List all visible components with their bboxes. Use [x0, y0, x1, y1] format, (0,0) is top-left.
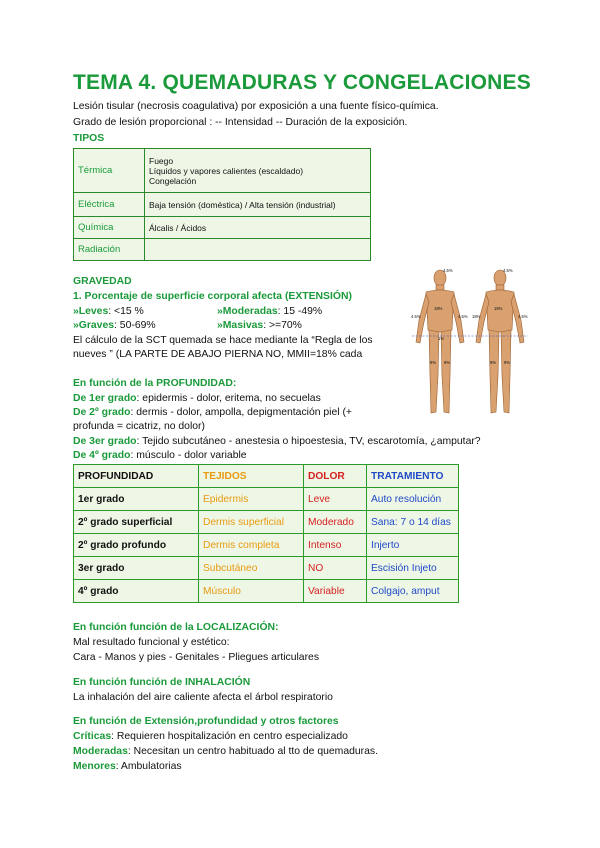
figure-label: 18%: [472, 314, 481, 319]
grade-2-line: [73, 407, 352, 418]
inhalacion-line-1: La inhalación del aire caliente afecta el árbol respiratorio: [73, 692, 333, 703]
tipos-value-line: Baja tensión (doméstica) / Alta tensión (industrial): [149, 199, 336, 210]
grade-text: : Tejido subcutáneo - anestesia o hipoestesia, TV, escarotomía, ¿amputar?: [136, 436, 481, 447]
grade-text: : músculo - dolor variable: [130, 450, 247, 461]
table-cell: 2º grado profundo: [74, 534, 199, 557]
tipos-row-electrica: [74, 193, 371, 217]
localizacion-heading: En función función de la LOCALIZACIÓN:: [73, 622, 279, 633]
table-row: [74, 557, 459, 580]
table-cell: Injerto: [367, 534, 459, 557]
grade-3-line: [73, 436, 481, 447]
figure-label: 9%: [430, 360, 437, 365]
table-cell: Músculo: [199, 580, 304, 603]
table-cell: 1er grado: [74, 488, 199, 511]
table-cell: 4º grado: [74, 580, 199, 603]
extension-text: : Necesitan un centro habituado al tto de quemaduras.: [127, 746, 378, 757]
table-cell: Dermis completa: [199, 534, 304, 557]
table-cell: 3er grado: [74, 557, 199, 580]
tipos-row-quimica: [74, 217, 371, 239]
intro-line-1: Lesión tisular (necrosis coagulativa) por exposición a una fuente físico-química.: [73, 101, 439, 112]
rule-of-nines-figure: [410, 268, 530, 420]
extension-text: : Requieren hospitalización en centro especializado: [111, 731, 348, 742]
localizacion-line-1: Mal resultado funcional y estético:: [73, 637, 230, 648]
severity-moderadas: [217, 306, 322, 317]
table-cell: Leve: [304, 488, 367, 511]
tipos-table: [73, 148, 371, 261]
severity-masivas: [217, 320, 302, 331]
page-title: TEMA 4. QUEMADURAS Y CONGELACIONES: [73, 71, 531, 94]
figure-label: 18%: [434, 306, 443, 311]
table-cell: Dermis superficial: [199, 511, 304, 534]
severity-value: : 50-69%: [114, 320, 156, 331]
localizacion-line-2: Cara - Manos y pies - Genitales - Pliegues articulares: [73, 652, 320, 663]
tipos-value-line: Álcalis / Ácidos: [149, 222, 207, 233]
inhalacion-heading: En función función de INHALACIÓN: [73, 677, 251, 688]
table-cell: 2º grado superficial: [74, 511, 199, 534]
tipos-value: [145, 239, 371, 261]
severity-label: »Leves: [73, 306, 109, 317]
table-cell: Epidermis: [199, 488, 304, 511]
extension-text: : Ambulatorias: [115, 761, 182, 772]
gravedad-calc-line-1: El cálculo de la SCT quemada se hace mediante la “Regla de los: [73, 335, 373, 346]
table-cell: Sana: 7 o 14 días: [367, 511, 459, 534]
grade-label: De 1er grado: [73, 393, 137, 404]
tipos-value-line: Congelación: [149, 175, 197, 186]
profundidad-table: [73, 464, 459, 603]
extension-label: Críticas: [73, 731, 112, 742]
grade-2-line-continued: profunda = cicatriz, no dolor): [73, 421, 205, 432]
figure-label: 4.5%: [411, 314, 421, 319]
extension-label: Menores: [73, 761, 116, 772]
table-cell: Variable: [304, 580, 367, 603]
table-row: [74, 580, 459, 603]
table-cell: Auto resolución: [367, 488, 459, 511]
severity-label: »Masivas: [217, 320, 264, 331]
table-cell: Escisión Injeto: [367, 557, 459, 580]
figure-label: 9%: [504, 360, 511, 365]
figure-label: 1%: [438, 336, 445, 341]
gravedad-subheading: 1. Porcentaje de superficie corporal afecta (EXTENSIÓN): [73, 291, 352, 302]
tipos-heading: TIPOS: [73, 133, 105, 144]
figure-label: 4.5%: [503, 268, 513, 273]
grade-label: De 4º grado: [73, 450, 131, 461]
table-row: [74, 511, 459, 534]
tipos-label: Térmica: [74, 149, 145, 193]
severity-leves: [73, 306, 144, 317]
table-row: [74, 488, 459, 511]
grade-text: : epidermis - dolor, eritema, no secuelas: [136, 393, 321, 404]
figure-label: 18%: [494, 306, 503, 311]
table-header-cell: DOLOR: [304, 465, 367, 488]
grade-text: : dermis - dolor, ampolla, depigmentación piel (+: [130, 407, 352, 418]
grade-4-line: [73, 450, 247, 461]
severity-value: : >=70%: [263, 320, 302, 331]
gravedad-heading: GRAVEDAD: [73, 276, 132, 287]
table-header-cell: PROFUNDIDAD: [74, 465, 199, 488]
table-header-cell: TEJIDOS: [199, 465, 304, 488]
figure-label: 9%: [444, 360, 451, 365]
figure-label: 4.5%: [458, 314, 468, 319]
tipos-label: Radiación: [74, 239, 145, 261]
table-cell: Moderado: [304, 511, 367, 534]
severity-label: »Moderadas: [217, 306, 278, 317]
tipos-row-radiacion: [74, 239, 371, 261]
tipos-row-termica: [74, 149, 371, 193]
tipos-label: Química: [74, 217, 145, 239]
table-header-cell: TRATAMIENTO: [367, 465, 459, 488]
tipos-label: Eléctrica: [74, 193, 145, 217]
profundidad-heading: En función de la PROFUNDIDAD:: [73, 378, 237, 389]
table-cell: NO: [304, 557, 367, 580]
severity-label: »Graves: [73, 320, 115, 331]
grade-label: De 3er grado: [73, 436, 137, 447]
tipos-value: [145, 193, 371, 217]
table-row: [74, 534, 459, 557]
figure-label: 4.5%: [443, 268, 453, 273]
severity-value: : 15 -49%: [277, 306, 323, 317]
extension-label: Moderadas: [73, 746, 128, 757]
table-cell: Subcutáneo: [199, 557, 304, 580]
gravedad-calc-line-2: nueves ” (LA PARTE DE ABAJO PIERNA NO, MMII=18% cada: [73, 349, 363, 360]
tipos-value: [145, 149, 371, 193]
extension-menores: [73, 761, 182, 772]
tipos-value: [145, 217, 371, 239]
table-cell: Colgajo, amput: [367, 580, 459, 603]
grade-1-line: [73, 393, 321, 404]
severity-value: : <15 %: [108, 306, 144, 317]
table-cell: Intenso: [304, 534, 367, 557]
grade-label: De 2º grado: [73, 407, 131, 418]
figure-label: 4.5%: [518, 314, 528, 319]
table-header-row: [74, 465, 459, 488]
severity-graves: [73, 320, 156, 331]
extension-moderadas: [73, 746, 378, 757]
intro-line-2: Grado de lesión proporcional : -- Intensidad -- Duración de la exposición.: [73, 117, 408, 128]
figure-label: 9%: [490, 360, 497, 365]
extension-heading: En función de Extensión,profundidad y otros factores: [73, 716, 339, 727]
extension-criticas: [73, 731, 348, 742]
tipos-value-line: Líquidos y vapores calientes (escaldado): [149, 165, 304, 176]
tipos-value-line: Fuego: [149, 155, 174, 166]
